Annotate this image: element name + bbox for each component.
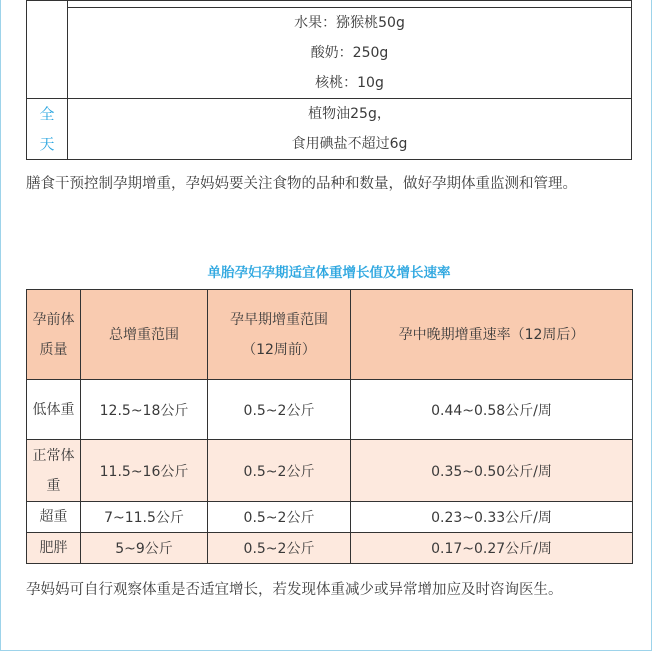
row-category: 正常体重 bbox=[27, 440, 81, 502]
table-row bbox=[27, 533, 633, 564]
diet-item: 食用碘盐不超过6g bbox=[291, 136, 408, 152]
diet-item: 酸奶：250g bbox=[310, 45, 389, 61]
table-row bbox=[27, 380, 633, 440]
header-total-gain: 总增重范围 bbox=[81, 290, 208, 380]
row-total-gain: 11.5~16公斤 bbox=[81, 440, 208, 502]
header-early-gain: 孕早期增重范围（12周前） bbox=[208, 290, 351, 380]
diet-item: 水果：猕猴桃50g bbox=[294, 15, 405, 31]
row-category: 低体重 bbox=[27, 380, 81, 440]
row-early-gain: 0.5~2公斤 bbox=[208, 440, 351, 502]
row-rate: 0.44~0.58公斤/周 bbox=[351, 380, 633, 440]
diet-table bbox=[26, 0, 632, 160]
row-category: 肥胖 bbox=[27, 533, 81, 564]
row-early-gain: 0.5~2公斤 bbox=[208, 502, 351, 533]
row-early-gain: 0.5~2公斤 bbox=[208, 380, 351, 440]
diet-table-side-label bbox=[27, 99, 68, 160]
header-mid-late-rate: 孕中晚期增重速率（12周后） bbox=[351, 290, 633, 380]
row-rate: 0.35~0.50公斤/周 bbox=[351, 440, 633, 502]
side-label-char: 天 bbox=[39, 135, 55, 153]
diet-item: 植物油25g， bbox=[308, 106, 391, 122]
weight-gain-table bbox=[26, 289, 633, 564]
diet-item: 核桃：10g bbox=[315, 75, 384, 91]
row-total-gain: 7~11.5公斤 bbox=[81, 502, 208, 533]
row-early-gain: 0.5~2公斤 bbox=[208, 533, 351, 564]
row-total-gain: 12.5~18公斤 bbox=[81, 380, 208, 440]
row-rate: 0.17~0.27公斤/周 bbox=[351, 533, 633, 564]
row-category: 超重 bbox=[27, 502, 81, 533]
table-row bbox=[27, 502, 633, 533]
header-prepregnancy-bmi: 孕前体质量 bbox=[27, 290, 81, 380]
table-row bbox=[27, 440, 633, 502]
table-caption: 单胎孕妇孕期适宜体重增长值及增长速率 bbox=[207, 265, 451, 281]
paragraph-weight-management: 膳食干预控制孕期增重，孕妈妈要关注食物的品种和数量，做好孕期体重监测和管理。 bbox=[26, 176, 577, 192]
row-total-gain: 5~9公斤 bbox=[81, 533, 208, 564]
paragraph-self-monitoring: 孕妈妈可自行观察体重是否适宜增长，若发现体重减少或异常增加应及时咨询医生。 bbox=[26, 582, 563, 598]
diet-table-oil-salt-cell bbox=[68, 99, 632, 160]
diet-table-side-blank bbox=[27, 1, 68, 99]
diet-table-fruit-cell bbox=[68, 1, 632, 99]
side-label-char: 全 bbox=[39, 105, 55, 123]
diet-table-top-rule bbox=[68, 1, 631, 8]
row-rate: 0.23~0.33公斤/周 bbox=[351, 502, 633, 533]
